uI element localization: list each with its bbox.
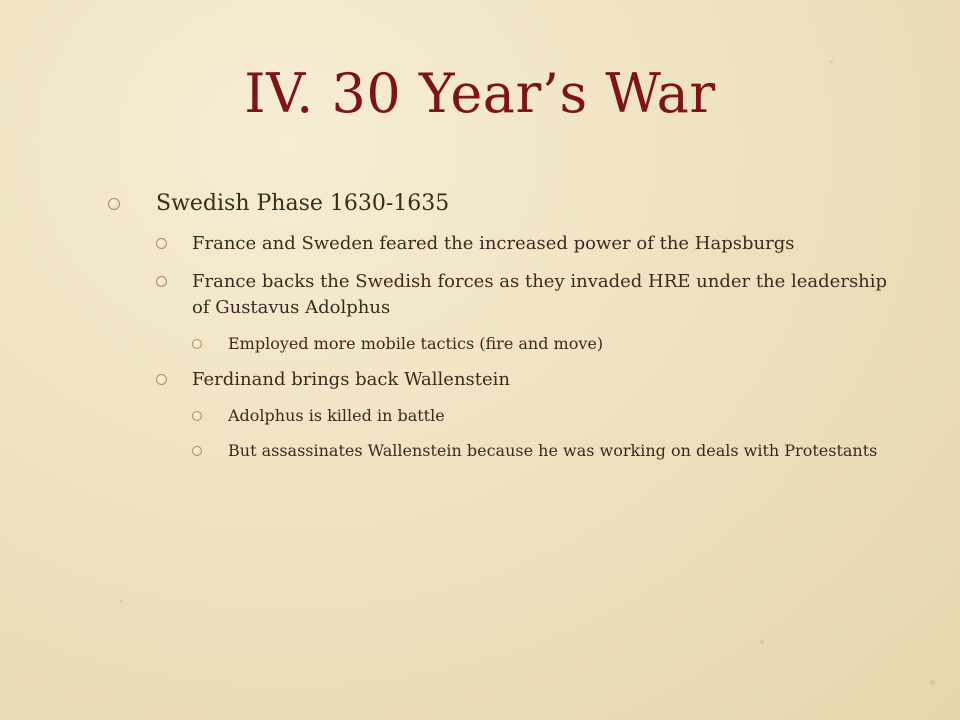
bullet-icon [192,446,202,456]
bullet-icon [156,238,167,249]
bullet-text: France backs the Swedish forces as they invaded HRE under the leadership of Gustavus Adolphus [192,270,888,318]
bullet-item-level3 [192,405,888,427]
bullet-icon [192,411,202,421]
bullet-text: Swedish Phase 1630-1635 [156,191,450,216]
bullet-text: France and Sweden feared the increased power of the Hapsburgs [192,232,795,254]
bullet-item-level2 [156,269,888,321]
bullet-list [108,190,888,474]
bullet-item-level1 [108,190,888,219]
bullet-text: Employed more mobile tactics (fire and move) [228,333,604,353]
slide-title: IV. 30 Year’s War [244,62,716,125]
bullet-item-level3 [192,333,888,355]
texture-speck [930,680,935,685]
bullet-icon [156,276,167,287]
texture-speck [760,640,764,644]
bullet-text: Adolphus is killed in battle [228,406,445,426]
bullet-text: But assassinates Wallenstein because he was working on deals with Protestants [228,440,878,460]
bullet-item-level3 [192,440,888,462]
bullet-icon [108,198,120,210]
bullet-item-level2 [156,367,888,393]
bullet-icon [192,339,202,349]
bullet-icon [156,374,167,385]
texture-speck [120,600,123,603]
bullet-item-level2 [156,231,888,257]
bullet-text: Ferdinand brings back Wallenstein [192,369,511,391]
